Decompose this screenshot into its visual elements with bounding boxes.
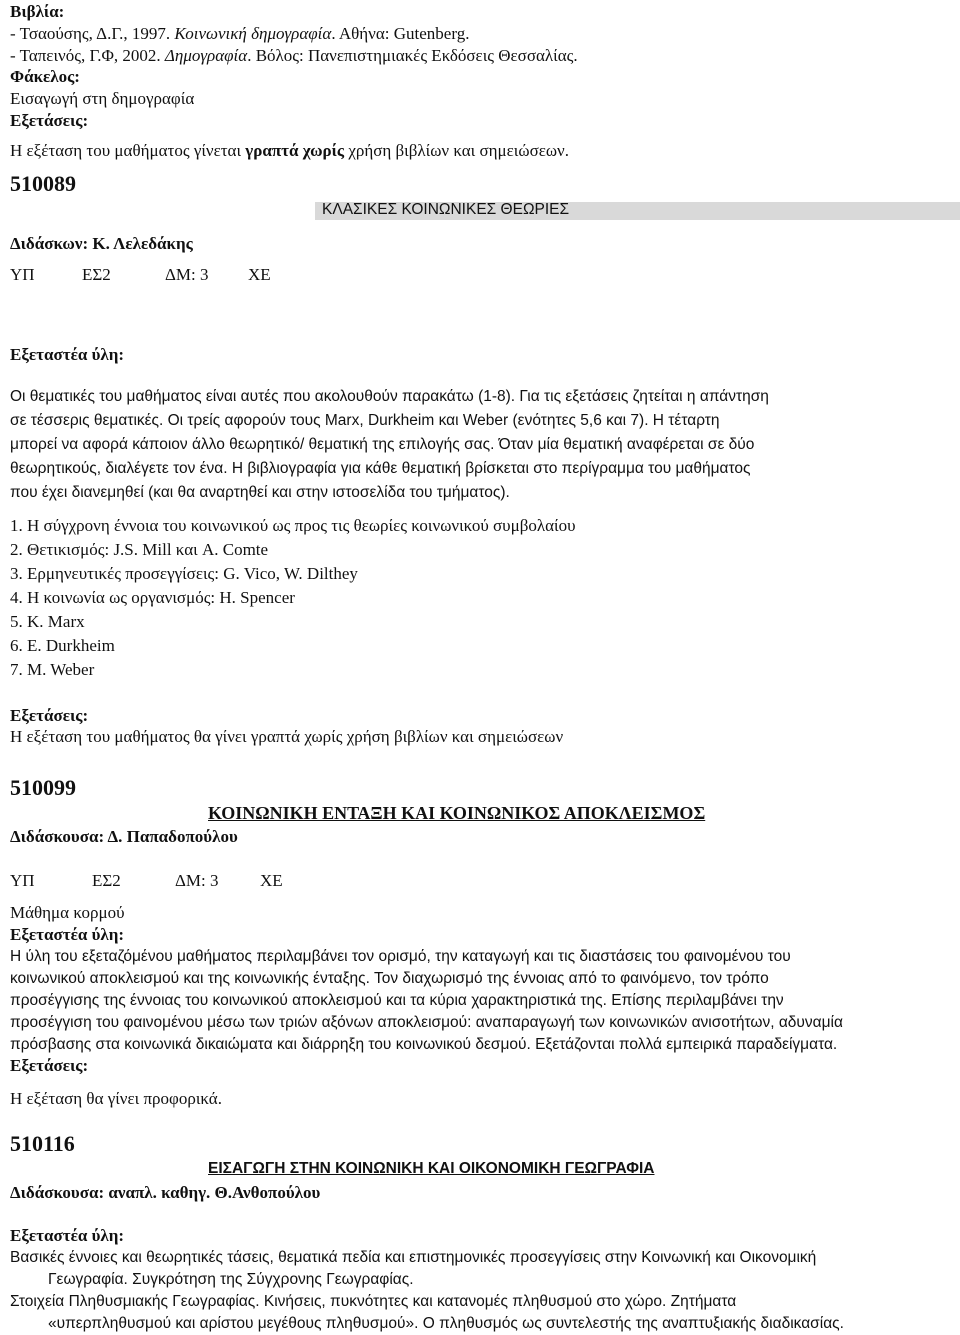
paragraph-line: κοινωνικού αποκλεισμού και της κοινωνικής ένταξης. Τον διαχωρισμό της έννοιας από το φαινόμενο, τον τρόπο [10,970,769,987]
instructor-name: Κ. Λελεδάκης [92,234,193,253]
syllabus-label: Εξεταστέα ύλη: [10,925,125,944]
course-code: 510116 [10,1131,75,1156]
paragraph-line: που έχει διανεμηθεί (και θα αναρτηθεί και στην ιστοσελίδα του τμήματος). [10,484,510,501]
syllabus-list [10,1247,955,1335]
meta-category: ΧΕ [260,871,283,890]
book-2-publisher: . Βόλος: Πανεπιστημιακές Εκδόσεις Θεσσαλίας. [247,46,578,65]
instructor [10,233,193,255]
meta-type: ΥΠ [10,265,35,284]
book-1-author: - Τσαούσης, Δ.Γ., 1997. [10,24,175,43]
paragraph-line: σε τέσσερις θεματικές. Οι τρείς αφορούν τους Marx, Durkheim και Weber (ενότητες 5,6 και 7). Η τέταρτη [10,412,720,429]
books-label: Βιβλία: [10,2,65,21]
exams-label: Εξετάσεις: [10,1056,89,1075]
course-code: 510099 [10,775,76,800]
exams-label: Εξετάσεις: [10,706,89,725]
syllabus-paragraph [10,946,955,1056]
list-item: Βασικές έννοιες και θεωρητικές τάσεις, θεματικά πεδία και επιστημονικές προσεγγίσεις στην Κοινωνική και Οικονομική [10,1249,817,1266]
course-title: ΚΟΙΝΩΝΙΚΗ ΕΝΤΑΞΗ ΚΑΙ ΚΟΙΝΩΝΙΚΟΣ ΑΠΟΚΛΕΙΣΜΟΣ [208,803,706,823]
topic-item: 7. M. Weber [10,660,95,679]
instructor: Διδάσκουσα: Δ. Παπαδοπούλου [10,827,238,846]
topic-item: 4. Η κοινωνία ως οργανισμός: H. Spencer [10,588,295,607]
course-title: ΕΙΣΑΓΩΓΗ ΣΤΗΝ ΚΟΙΝΩΝΙΚΗ ΚΑΙ ΟΙΚΟΝΟΜΙΚΗ ΓΕΩΓΡΑΦΙΑ [208,1160,655,1177]
meta-type: ΥΠ [10,871,35,890]
folder-value: Εισαγωγή στη δημογραφία [10,89,195,108]
exams-label: Εξετάσεις: [10,111,89,130]
instructor-label: Διδάσκων: [10,234,93,253]
meta-semester: ΕΣ2 [82,265,111,284]
syllabus-label: Εξεταστέα ύλη: [10,345,125,364]
paragraph-line: προσέγγισης της έννοιας του κοινωνικού αποκλεισμού και τα κύρια χαρακτηριστικά της. Επίσης περιλαμβάνει την [10,992,784,1009]
topic-item: 1. Η σύγχρονη έννοια του κοινωνικού ως προς τις θεωρίες κοινωνικού συμβολαίου [10,516,576,535]
paragraph-line: θεωρητικούς, διαλέγετε τον ένα. Η βιβλιογραφία για κάθε θεματική βρίσκεται στο περίγραμμα του μαθήματος [10,460,751,477]
course-code: 510089 [10,171,76,196]
exams-text: Η εξέταση του μαθήματος θα γίνει γραπτά χωρίς χρήση βιβλίων και σημειώσεων [10,727,564,746]
topic-item: 2. Θετικισμός: J.S. Mill και A. Comte [10,540,269,559]
topic-item: 6. E. Durkheim [10,636,115,655]
exams-text [10,140,569,162]
paragraph-line: προσέγγιση του φαινομένου μέσω των τριών αξόνων αποκλεισμού: αναπαραγωγή των κοινωνικών ανισοτήτων, αδυναμία [10,1014,843,1031]
syllabus-label: Εξεταστέα ύλη: [10,1226,125,1245]
paragraph-line: Οι θεματικές του μαθήματος είναι αυτές που ακολουθούν παρακάτω (1-8). Για τις εξετάσεις ζητείται η απάντηση [10,388,769,405]
book-entry-2 [10,45,578,67]
list-item-continued: «υπερπληθυσμού και αρίστου μεγέθους πληθυσμού». Ο πληθυσμός ως συντελεστής της αναπτυξιακής διαδικασίας. [48,1315,844,1332]
list-item-continued: Γεωγραφία. Συγκρότηση της Σύγχρονης Γεωγραφίας. [48,1271,414,1288]
book-2-author: - Ταπεινός, Γ.Φ, 2002. [10,46,165,65]
meta-credits: ΔΜ: 3 [175,871,219,890]
book-entry-1 [10,23,469,45]
book-1-title: Κοινωνική δημογραφία [174,24,332,43]
meta-credits: ΔΜ: 3 [165,265,209,284]
exam-text-a: Η εξέταση του μαθήματος γίνεται [10,141,246,160]
paragraph-line: Η ύλη του εξεταζόμένου μαθήματος περιλαμβάνει τον ορισμό, την καταγωγή και τις διαστάσεις του φαινομένου του [10,948,791,965]
course-title: ΚΛΑΣΙΚΕΣ ΚΟΙΝΩΝΙΚΕΣ ΘΕΩΡΙΕΣ [322,201,570,218]
paragraph-line: πρόσβασης στα κοινωνικά δικαιώματα και διάρρηξη του κοινωνικού δεσμού. Εξετάζονται πολλά εμπειρικά παραδείγματα. [10,1036,838,1053]
list-item: Στοιχεία Πληθυσμιακής Γεωγραφίας. Κινήσεις, πυκνότητες και κατανομές πληθυσμού στο χώρο. Ζητήματα [10,1293,737,1310]
core-course-note: Μάθημα κορμού [10,903,125,922]
exam-text-b: χρήση βιβλίων και σημειώσεων. [344,141,569,160]
book-1-publisher: . Αθήνα: Gutenberg. [331,24,470,43]
book-2-title: Δημογραφία [164,46,248,65]
folder-label: Φάκελος: [10,67,80,86]
topic-item: 3. Ερμηνευτικές προσεγγίσεις: G. Vico, W. Dilthey [10,564,358,583]
meta-semester: ΕΣ2 [92,871,121,890]
topic-item: 5. K. Marx [10,612,85,631]
meta-category: ΧΕ [248,265,271,284]
paragraph-line: μπορεί να αφορά κάποιον άλλο θεωρητικό/ θεματική της επιλογής σας. Όταν μία θεματική αναφέρεται σε δύο [10,436,755,453]
instructor: Διδάσκουσα: αναπλ. καθηγ. Θ.Ανθοπούλου [10,1183,321,1202]
syllabus-paragraph [10,386,955,504]
exams-text: Η εξέταση θα γίνει προφορικά. [10,1089,222,1108]
exam-text-bold: γραπτά χωρίς [245,141,345,160]
